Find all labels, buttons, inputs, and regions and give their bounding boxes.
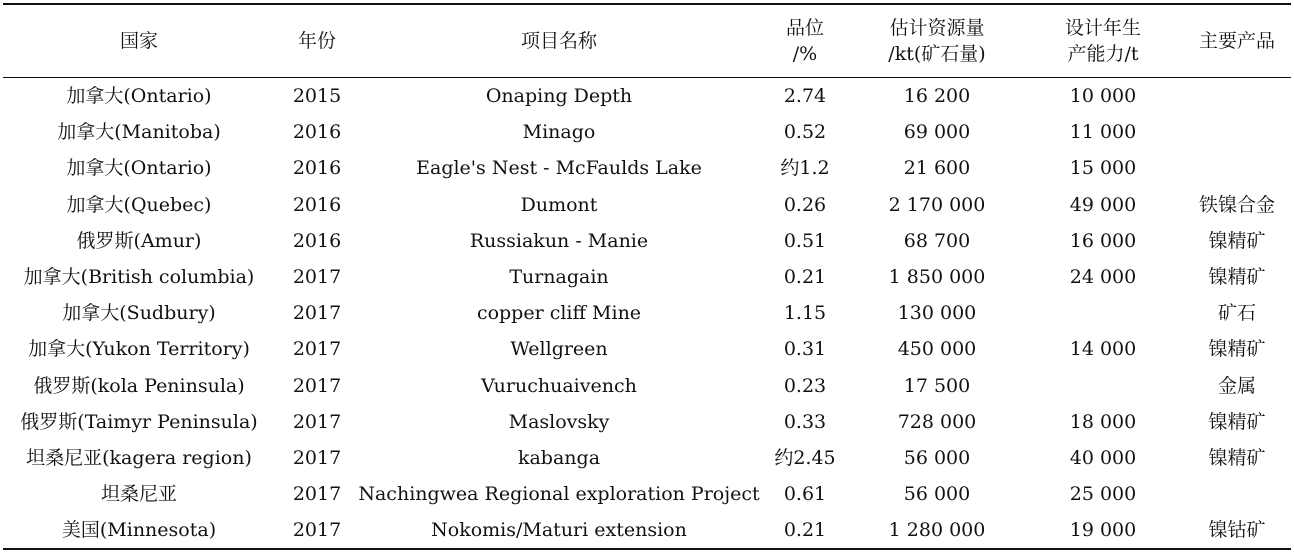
cell-project-name: Nokomis/Maturi extension — [431, 519, 687, 542]
header-grade — [759, 5, 851, 77]
table-row — [3, 259, 1291, 295]
cell-project-name: Onaping Depth — [485, 85, 633, 108]
table-row — [3, 404, 1291, 440]
cell-main-product: 镍精矿 — [1208, 410, 1266, 433]
cell-grade: 0.52 — [783, 121, 827, 144]
table-body — [3, 78, 1291, 548]
cell-year: 2015 — [292, 85, 342, 108]
cell-year: 2017 — [292, 302, 342, 325]
header-country — [3, 5, 275, 77]
cell-year: 2016 — [292, 121, 342, 144]
cell-main-product — [1183, 476, 1291, 512]
header-main-product — [1183, 5, 1291, 77]
cell-project-name: Turnagain — [509, 266, 609, 289]
cell-capacity: 18 000 — [1069, 410, 1137, 433]
cell-project-name: kabanga — [517, 446, 601, 469]
table-row — [3, 331, 1291, 367]
table-row — [3, 512, 1291, 548]
cell-resource: 1 850 000 — [888, 266, 986, 289]
cell-main-product: 铁镍合金 — [1198, 193, 1275, 216]
cell-project-name: copper cliff Mine — [476, 302, 642, 325]
cell-capacity: 19 000 — [1069, 519, 1137, 542]
table-row — [3, 295, 1291, 331]
header-year — [275, 5, 359, 77]
cell-grade: 2.74 — [783, 85, 827, 108]
cell-grade: 0.23 — [783, 374, 827, 397]
cell-resource: 56 000 — [903, 483, 971, 506]
cell-main-product — [1183, 114, 1291, 150]
cell-resource: 16 200 — [903, 85, 971, 108]
cell-capacity — [1023, 295, 1183, 331]
cell-main-product: 镍钴矿 — [1208, 519, 1266, 542]
cell-project-name: Wellgreen — [510, 338, 608, 361]
cell-resource: 68 700 — [903, 229, 971, 252]
cell-grade: 1.15 — [783, 302, 827, 325]
cell-main-product: 金属 — [1217, 374, 1256, 397]
header-resource-line: 估计资源量 — [889, 17, 985, 39]
cell-resource: 130 000 — [897, 302, 977, 325]
cell-year: 2016 — [292, 157, 342, 180]
cell-grade: 0.51 — [783, 229, 827, 252]
header-main-product-line: 主要产品 — [1198, 30, 1275, 52]
cell-resource: 21 600 — [903, 157, 971, 180]
table-row — [3, 476, 1291, 512]
cell-capacity: 11 000 — [1069, 121, 1137, 144]
cell-project-name: Eagle's Nest - McFaulds Lake — [416, 157, 702, 180]
header-country-line: 国家 — [119, 30, 158, 52]
cell-capacity — [1023, 368, 1183, 404]
cell-project-name: Maslovsky — [508, 410, 610, 433]
header-capacity-line: 产能力/t — [1067, 43, 1139, 65]
cell-country: 俄罗斯(Amur) — [76, 229, 202, 252]
cell-year: 2016 — [292, 229, 342, 252]
cell-grade: 约2.45 — [774, 446, 836, 469]
cell-main-product — [1183, 78, 1291, 114]
cell-grade: 0.61 — [783, 483, 827, 506]
cell-country: 加拿大(Quebec) — [66, 193, 212, 216]
table-row — [3, 114, 1291, 150]
table-row — [3, 187, 1291, 223]
cell-resource: 69 000 — [903, 121, 971, 144]
cell-country: 俄罗斯(kola Peninsula) — [33, 374, 245, 397]
cell-resource: 450 000 — [897, 338, 977, 361]
cell-project-name: Nachingwea Regional exploration Project — [358, 483, 760, 506]
cell-project-name: Vuruchuaivench — [481, 374, 637, 397]
header-capacity-line: 设计年生 — [1064, 17, 1141, 39]
nickel-projects-table — [3, 3, 1291, 550]
cell-year: 2017 — [292, 446, 342, 469]
table-row — [3, 368, 1291, 404]
header-capacity — [1023, 5, 1183, 77]
header-grade-line: /% — [792, 43, 818, 65]
cell-capacity: 24 000 — [1069, 266, 1137, 289]
cell-main-product: 镍精矿 — [1208, 338, 1266, 361]
cell-country: 坦桑尼亚(kagera region) — [26, 446, 252, 469]
cell-year: 2017 — [292, 519, 342, 542]
cell-resource: 1 280 000 — [888, 519, 986, 542]
header-grade-line: 品位 — [785, 17, 824, 39]
cell-resource: 17 500 — [903, 374, 971, 397]
cell-country: 俄罗斯(Taimyr Peninsula) — [20, 410, 258, 433]
cell-main-product: 镍精矿 — [1208, 266, 1266, 289]
cell-capacity: 10 000 — [1069, 85, 1137, 108]
table-row — [3, 440, 1291, 476]
header-project-name-line: 项目名称 — [520, 30, 597, 52]
cell-year: 2017 — [292, 338, 342, 361]
cell-project-name: Russiakun - Manie — [469, 229, 649, 252]
cell-capacity: 16 000 — [1069, 229, 1137, 252]
table-header — [3, 5, 1291, 77]
cell-project-name: Dumont — [520, 193, 598, 216]
cell-year: 2017 — [292, 410, 342, 433]
cell-country: 加拿大(Yukon Territory) — [28, 338, 250, 361]
cell-country: 加拿大(British columbia) — [23, 266, 255, 289]
cell-year: 2017 — [292, 374, 342, 397]
cell-main-product: 镍精矿 — [1208, 229, 1266, 252]
table-bottom-rule — [3, 548, 1291, 550]
cell-capacity: 15 000 — [1069, 157, 1137, 180]
header-year-line: 年份 — [297, 30, 336, 52]
cell-grade: 0.21 — [783, 266, 827, 289]
cell-capacity: 49 000 — [1069, 193, 1137, 216]
header-resource — [851, 5, 1023, 77]
cell-grade: 0.21 — [783, 519, 827, 542]
cell-year: 2017 — [292, 483, 342, 506]
cell-year: 2017 — [292, 266, 342, 289]
cell-project-name: Minago — [522, 121, 596, 144]
cell-main-product: 矿石 — [1217, 302, 1256, 325]
cell-resource: 2 170 000 — [888, 193, 986, 216]
table-row — [3, 150, 1291, 186]
cell-country: 坦桑尼亚 — [100, 483, 177, 506]
cell-year: 2016 — [292, 193, 342, 216]
cell-main-product: 镍精矿 — [1208, 446, 1266, 469]
cell-grade: 0.26 — [783, 193, 827, 216]
cell-grade: 约1.2 — [780, 157, 830, 180]
cell-country: 加拿大(Ontario) — [66, 85, 212, 108]
cell-country: 加拿大(Sudbury) — [62, 302, 216, 325]
header-resource-line: /kt(矿石量) — [888, 43, 986, 65]
cell-capacity: 14 000 — [1069, 338, 1137, 361]
cell-country: 美国(Minnesota) — [61, 519, 217, 542]
cell-capacity: 25 000 — [1069, 483, 1137, 506]
cell-grade: 0.31 — [783, 338, 827, 361]
cell-country: 加拿大(Manitoba) — [57, 121, 221, 144]
table-row — [3, 223, 1291, 259]
cell-country: 加拿大(Ontario) — [66, 157, 212, 180]
cell-main-product — [1183, 150, 1291, 186]
header-project-name — [359, 5, 759, 77]
cell-grade: 0.33 — [783, 410, 827, 433]
table-row — [3, 78, 1291, 114]
cell-resource: 56 000 — [903, 446, 971, 469]
cell-capacity: 40 000 — [1069, 446, 1137, 469]
cell-resource: 728 000 — [897, 410, 977, 433]
